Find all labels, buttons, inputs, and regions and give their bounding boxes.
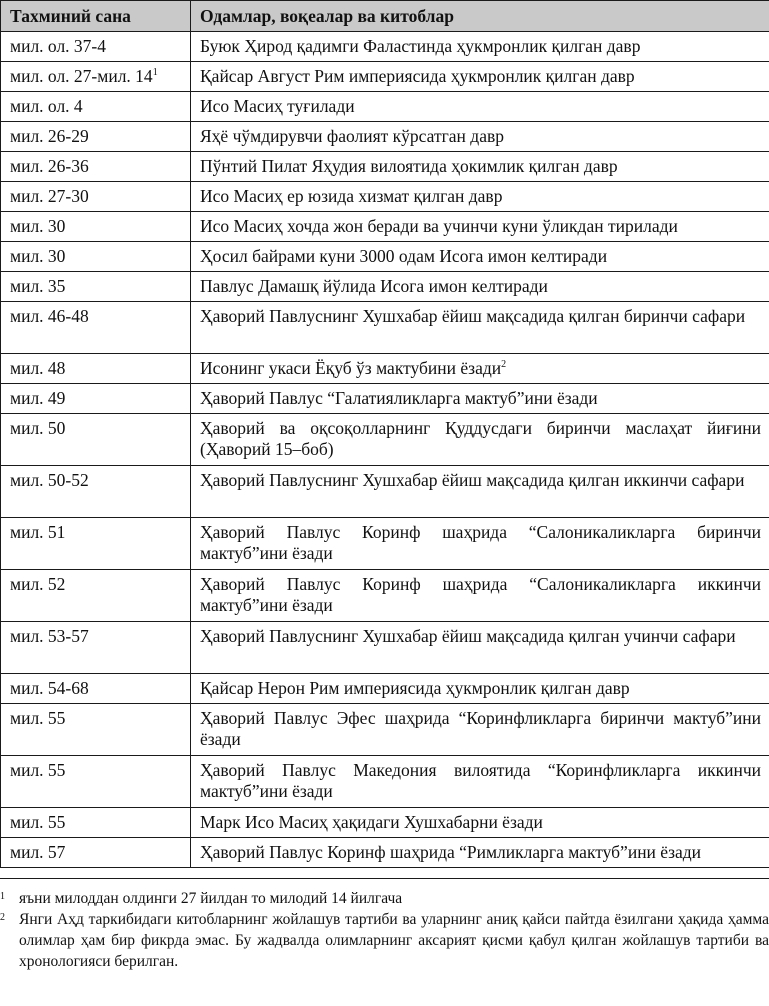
footnotes xyxy=(0,878,769,972)
date-text: мил. 46-48 xyxy=(10,305,89,326)
footnote-reference: 2 xyxy=(501,358,507,370)
event-cell xyxy=(191,241,769,271)
table-row xyxy=(1,241,769,271)
event-text: Исо Масиҳ туғилади xyxy=(200,95,355,116)
footnote-reference: 1 xyxy=(152,66,158,78)
event-text: Пўнтий Пилат Яҳудия вилоятида ҳокимлик қилган давр xyxy=(200,155,618,176)
event-text: Исо Масиҳ ер юзида хизмат қилган давр xyxy=(200,185,503,206)
date-cell xyxy=(1,241,191,271)
event-text: Ҳосил байрами куни 3000 одам Исога имон келтиради xyxy=(200,245,608,266)
date-cell xyxy=(1,517,191,569)
event-text: Исонинг укаси Ёқуб ўз мактубини ёзади xyxy=(200,357,502,378)
date-text: мил. 27-30 xyxy=(10,185,89,206)
date-text: мил. 55 xyxy=(10,811,66,832)
event-text: Яҳё чўмдирувчи фаолият кўрсатган давр xyxy=(200,125,504,146)
date-text: мил. 26-29 xyxy=(10,125,89,146)
date-text: мил. 54-68 xyxy=(10,677,89,698)
event-text: Қайсар Нерон Рим империясида ҳукмронлик қилган давр xyxy=(200,677,630,698)
date-cell xyxy=(1,465,191,517)
date-cell xyxy=(1,569,191,621)
event-text: Марк Исо Масиҳ ҳақидаги Хушхабарни ёзади xyxy=(200,811,543,832)
table-row xyxy=(1,31,769,61)
event-text: Ҳаворий Павлуснинг Хушхабар ёйиш мақсадида қилган учинчи сафари xyxy=(200,625,736,646)
table-row xyxy=(1,413,769,465)
table-row xyxy=(1,353,769,383)
footnote-mark: 2 xyxy=(0,912,5,923)
event-text: Ҳаворий Павлус Коринф шаҳрида “Римликларга мактуб”ини ёзади xyxy=(200,841,702,862)
event-text: Павлус Дамашқ йўлида Исога имон келтиради xyxy=(200,275,548,296)
event-cell xyxy=(191,301,769,353)
event-text: Ҳаворий Павлус Македония вилоятида “Коринфликларга иккинчи мактуб”ини ёзади xyxy=(200,759,761,801)
table-row xyxy=(1,837,769,867)
table-row xyxy=(1,383,769,413)
event-text: Ҳаворий Павлус Коринф шаҳрида “Салоникаликларга иккинчи мактуб”ини ёзади xyxy=(200,573,761,615)
date-cell xyxy=(1,181,191,211)
table-row xyxy=(1,703,769,755)
date-cell xyxy=(1,301,191,353)
event-cell xyxy=(191,755,769,807)
event-cell xyxy=(191,211,769,241)
table-row xyxy=(1,121,769,151)
date-text: мил. ол. 4 xyxy=(10,95,83,116)
event-text: Ҳаворий Павлус Коринф шаҳрида “Салоникаликларга биринчи мактуб”ини ёзади xyxy=(200,521,761,563)
event-text: Ҳаворий Павлус “Галатияликларга мактуб”ини ёзади xyxy=(200,387,598,408)
date-cell xyxy=(1,703,191,755)
table-row xyxy=(1,621,769,673)
table-row xyxy=(1,755,769,807)
date-text: мил. 48 xyxy=(10,357,66,378)
event-cell xyxy=(191,837,769,867)
event-cell xyxy=(191,181,769,211)
event-text: Ҳаворий Павлуснинг Хушхабар ёйиш мақсадида қилган биринчи сафари xyxy=(200,305,746,326)
event-text: Ҳаворий Павлуснинг Хушхабар ёйиш мақсадида қилган иккинчи сафари xyxy=(200,469,745,490)
event-cell xyxy=(191,703,769,755)
event-text: Қайсар Август Рим империясида ҳукмронлик қилган давр xyxy=(200,65,635,86)
event-cell xyxy=(191,621,769,673)
table-row xyxy=(1,301,769,353)
table-row xyxy=(1,807,769,837)
table-row xyxy=(1,465,769,517)
date-cell xyxy=(1,673,191,703)
date-text: мил. 49 xyxy=(10,387,66,408)
footnote xyxy=(0,888,769,909)
table-row xyxy=(1,569,769,621)
event-cell xyxy=(191,383,769,413)
event-cell xyxy=(191,151,769,181)
date-text: мил. 50 xyxy=(10,417,66,438)
date-text: мил. 51 xyxy=(10,521,66,542)
table-row xyxy=(1,151,769,181)
event-cell xyxy=(191,353,769,383)
event-cell xyxy=(191,91,769,121)
date-cell xyxy=(1,413,191,465)
event-text: Ҳаворий ва оқсоқолларнинг Қуддусдаги биринчи маслаҳат йиғини (Ҳаворий 15–боб) xyxy=(200,417,761,459)
date-cell xyxy=(1,353,191,383)
date-cell xyxy=(1,211,191,241)
table-row xyxy=(1,517,769,569)
date-text: мил. 55 xyxy=(10,707,66,728)
event-text: Ҳаворий Павлус Эфес шаҳрида “Коринфликларга биринчи мактуб”ини ёзади xyxy=(200,707,761,749)
date-text: мил. 30 xyxy=(10,215,66,236)
event-cell xyxy=(191,465,769,517)
footnote-text: Янги Аҳд таркибидаги китобларнинг жойлашув тартиби ва уларнинг аниқ қайси пайтда ёзилгани ҳақида ҳамма олимлар ҳам бир фикрда эмас. Бу жадвалда олимларнинг аксарият қисми қабул қилган жойлашув тартиби ва хронологияси берилган. xyxy=(19,911,769,970)
table-row xyxy=(1,673,769,703)
date-text: мил. 55 xyxy=(10,759,66,780)
table-row xyxy=(1,211,769,241)
table-row xyxy=(1,181,769,211)
date-cell xyxy=(1,91,191,121)
event-text: Буюк Ҳирод қадимги Фаластинда ҳукмронлик қилган давр xyxy=(200,35,641,56)
event-cell xyxy=(191,61,769,91)
date-text: мил. 35 xyxy=(10,275,66,296)
footnote xyxy=(0,909,769,972)
date-text: мил. ол. 37-4 xyxy=(10,35,107,56)
event-cell xyxy=(191,807,769,837)
date-text: мил. 30 xyxy=(10,245,66,266)
date-cell xyxy=(1,151,191,181)
event-column-header: Одамлар, воқеалар ва китоблар xyxy=(191,1,769,32)
event-cell xyxy=(191,413,769,465)
date-cell xyxy=(1,621,191,673)
date-text: мил. 57 xyxy=(10,841,66,862)
date-cell xyxy=(1,61,191,91)
footnote-mark: 1 xyxy=(0,891,5,902)
date-text: мил. 50-52 xyxy=(10,469,89,490)
event-cell xyxy=(191,271,769,301)
date-cell xyxy=(1,271,191,301)
date-cell xyxy=(1,807,191,837)
event-cell xyxy=(191,569,769,621)
table-row xyxy=(1,271,769,301)
table-row xyxy=(1,61,769,91)
date-column-header: Тахминий сана xyxy=(1,1,191,32)
date-cell xyxy=(1,837,191,867)
event-cell xyxy=(191,517,769,569)
date-text: мил. 26-36 xyxy=(10,155,89,176)
table-body xyxy=(1,31,769,867)
table-row xyxy=(1,91,769,121)
event-cell xyxy=(191,673,769,703)
date-cell xyxy=(1,31,191,61)
date-text: мил. ол. 27-мил. 14 xyxy=(10,65,153,86)
date-cell xyxy=(1,383,191,413)
date-text: мил. 53-57 xyxy=(10,625,89,646)
event-cell xyxy=(191,31,769,61)
date-cell xyxy=(1,755,191,807)
event-cell xyxy=(191,121,769,151)
footnote-text: яъни милоддан олдинги 27 йилдан то милодий 14 йилгача xyxy=(19,890,403,907)
event-text: Исо Масиҳ хочда жон беради ва учинчи куни ўликдан тирилади xyxy=(200,215,678,236)
table-header-row xyxy=(1,1,769,32)
date-text: мил. 52 xyxy=(10,573,66,594)
date-cell xyxy=(1,121,191,151)
